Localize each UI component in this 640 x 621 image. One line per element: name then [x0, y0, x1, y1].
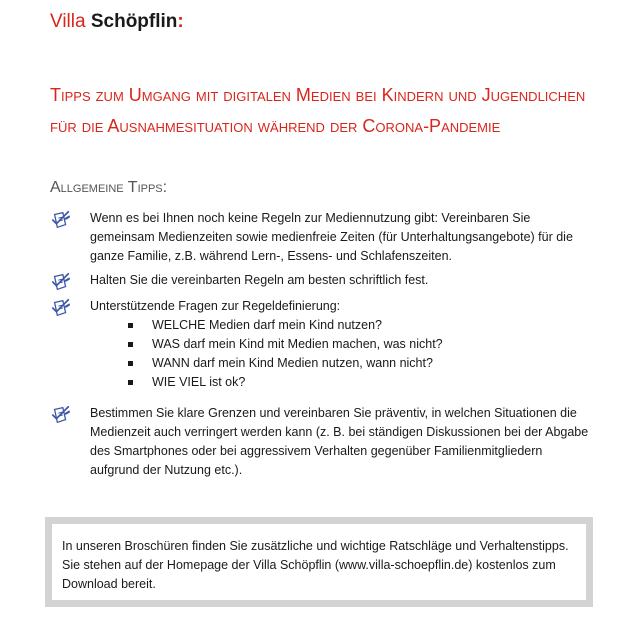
checklist-pencil-icon [50, 297, 72, 319]
tip-text: Halten Sie die vereinbarten Regeln am besten schriftlich fest. [90, 273, 429, 287]
bullet-icon [128, 323, 133, 328]
tip-text: Bestimmen Sie klare Grenzen und vereinbaren Sie präventiv, in welchen Situationen die Medienzeit auch verringert werden kann (z. B. bei ständigen Diskussionen bei der Abgabe des Smartphones oder bei aggressivem Verhalten gegenüber Familienmitgliedern aufgrund der Nutzung etc.). [90, 406, 589, 477]
list-item-text: WAS darf mein Kind mit Medien machen, was nicht? [152, 337, 443, 351]
checklist-pencil-icon [50, 271, 72, 293]
checklist-pencil-icon [50, 404, 72, 426]
list-item-text: WELCHE Medien darf mein Kind nutzen? [152, 318, 382, 332]
tip-text: Unterstützende Fragen zur Regeldefinierung: [90, 299, 341, 313]
tip-text: Wenn es bei Ihnen noch keine Regeln zur Mediennutzung gibt: Vereinbaren Sie gemeinsam Medienzeiten sowie medienfreie Zeiten (für Unterhaltungsangebote) für die ganze Familie, z.B. während Lern-, Essens- und Schlafenszeiten. [90, 211, 573, 263]
bullet-icon [128, 361, 133, 366]
list-item-text: WANN darf mein Kind Medien nutzen, wann nicht? [152, 356, 433, 370]
logo-villa: Villa [50, 11, 86, 32]
question-list [128, 316, 443, 392]
list-item [128, 316, 443, 335]
page-title: Tipps zum Umgang mit digitalen Medien bei Kindern und Jugendlichen für die Ausnahmesituation während der Corona-Pandemie [50, 85, 586, 136]
bullet-icon [128, 342, 133, 347]
logo-brand: Schöpflin [90, 11, 178, 32]
checklist-pencil-icon [50, 209, 72, 231]
logo-colon: : [177, 11, 184, 32]
list-item-text: WIE VIEL ist ok? [152, 375, 246, 389]
list-item [128, 354, 443, 373]
bullet-icon [128, 380, 133, 385]
list-item [128, 373, 443, 392]
section-heading: Allgemeine Tipps: [50, 179, 168, 196]
logo [50, 10, 184, 34]
list-item [128, 335, 443, 354]
info-box [45, 517, 593, 607]
info-box-text: In unseren Broschüren finden Sie zusätzliche und wichtige Ratschläge und Verhaltenstipps. Sie stehen auf der Homepage der Villa Schöpflin (www.villa-schoepflin.de) kostenlos zum Download bereit. [62, 539, 569, 591]
